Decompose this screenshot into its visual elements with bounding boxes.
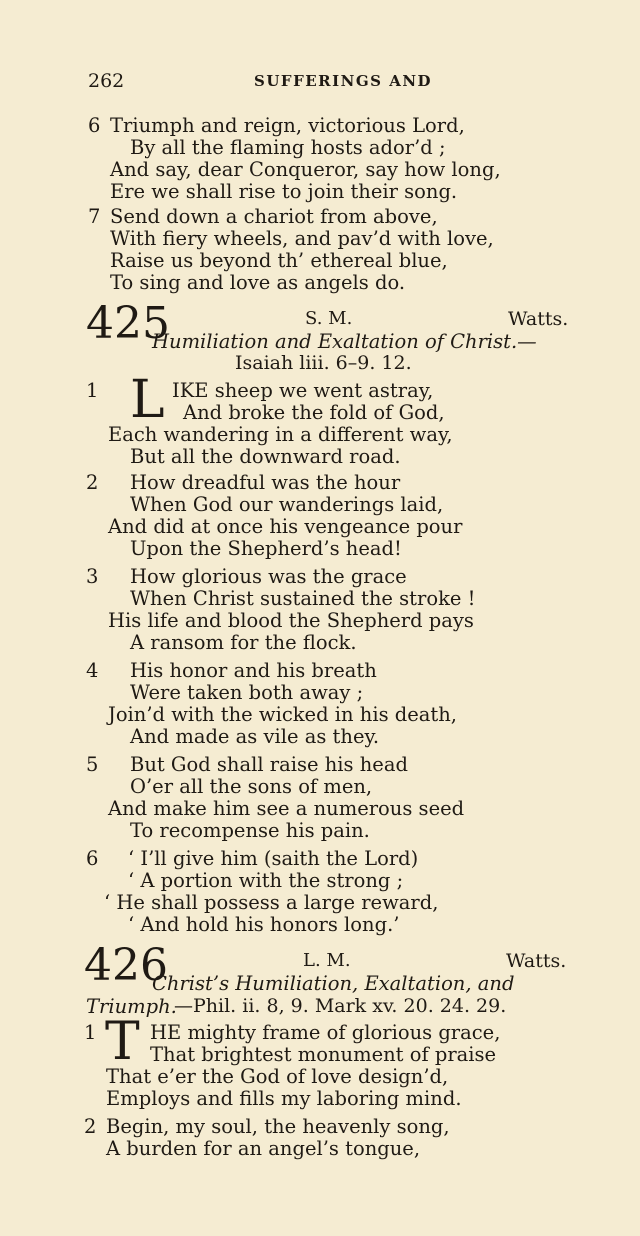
- page-number: 262: [88, 70, 125, 92]
- verse-line: ‘ A portion with the strong ;: [128, 869, 404, 892]
- stanza-number: 3: [86, 565, 99, 588]
- verse-line: ‘ He shall possess a large reward,: [104, 891, 439, 914]
- drop-cap: T: [105, 1012, 140, 1072]
- stanza-number: 7: [88, 205, 101, 228]
- verse-line: How dreadful was the hour: [130, 471, 401, 494]
- stanza-number: 1: [86, 379, 99, 402]
- verse-line: That e’er the God of love design’d,: [106, 1065, 449, 1088]
- stanza-number: 2: [84, 1115, 97, 1138]
- verse-line: How glorious was the grace: [130, 565, 407, 588]
- verse-line: But all the downward road.: [130, 445, 401, 468]
- hymn-author: Watts.: [508, 308, 569, 330]
- verse-line: Begin, my soul, the heavenly song,: [106, 1115, 450, 1138]
- hymn-meter: S. M.: [305, 308, 353, 329]
- verse-line: A burden for an angel’s tongue,: [106, 1137, 421, 1160]
- drop-cap: L: [130, 370, 165, 430]
- stanza-number: 2: [86, 471, 99, 494]
- verse-line: A ransom for the flock.: [130, 631, 357, 654]
- verse-line: By all the flaming hosts ador’d ;: [130, 136, 446, 159]
- verse-line: With fiery wheels, and pav’d with love,: [110, 227, 494, 250]
- verse-line: Employs and fills my laboring mind.: [106, 1087, 462, 1110]
- verse-line: When God our wanderings laid,: [130, 493, 444, 516]
- verse-line: To sing and love as angels do.: [110, 271, 406, 294]
- stanza-number: 5: [86, 753, 99, 776]
- verse-line: Upon the Shepherd’s head!: [130, 537, 402, 560]
- verse-line: Join’d with the wicked in his death,: [108, 703, 458, 726]
- verse-line: His honor and his breath: [130, 659, 377, 682]
- verse-line: Ere we shall rise to join their song.: [110, 180, 458, 203]
- hymn-number: 426: [84, 940, 168, 991]
- hymn-number: 425: [86, 298, 170, 349]
- scripture-reference: Isaiah liii. 6–9. 12.: [235, 352, 412, 374]
- verse-line: And made as vile as they.: [130, 725, 380, 748]
- verse-line: And say, dear Conqueror, say how long,: [110, 158, 501, 181]
- verse-line: O’er all the sons of men,: [130, 775, 373, 798]
- verse-line: His life and blood the Shepherd pays: [108, 609, 474, 632]
- stanza-number: 4: [86, 659, 99, 682]
- verse-line: ‘ And hold his honors long.’: [128, 913, 400, 936]
- verse-line: And make him see a numerous seed: [108, 797, 465, 820]
- verse-line: Send down a chariot from above,: [110, 205, 438, 228]
- verse-line: When Christ sustained the stroke !: [130, 587, 476, 610]
- verse-line: HE mighty frame of glorious grace,: [150, 1021, 501, 1044]
- stanza-number: 6: [86, 847, 99, 870]
- hymn-subject-continued: Triumph.: [86, 995, 177, 1018]
- hymn-subject: Humiliation and Exaltation of Christ.—: [152, 330, 537, 353]
- verse-line: Each wandering in a different way,: [108, 423, 453, 446]
- verse-line: Triumph and reign, victorious Lord,: [110, 114, 465, 137]
- hymn-meter: L. M.: [303, 950, 351, 971]
- verse-line: And did at once his vengeance pour: [108, 515, 463, 538]
- verse-line: Were taken both away ;: [130, 681, 364, 704]
- verse-line: That brightest monument of praise: [150, 1043, 497, 1066]
- verse-line: And broke the fold of God,: [183, 401, 445, 424]
- stanza-number: 6: [88, 114, 101, 137]
- running-header: [88, 70, 588, 96]
- verse-line: ‘ I’ll give him (saith the Lord): [128, 847, 419, 870]
- verse-line: Raise us beyond th’ ethereal blue,: [110, 249, 448, 272]
- hymn-subject: Christ’s Humiliation, Exaltation, and: [152, 972, 515, 995]
- verse-line: IKE sheep we went astray,: [172, 379, 434, 402]
- verse-line: To recompense his pain.: [130, 819, 370, 842]
- scripture-reference: —Phil. ii. 8, 9. Mark xv. 20. 24. 29.: [174, 995, 507, 1017]
- section-title: SUFFERINGS AND: [254, 72, 433, 90]
- verse-line: But God shall raise his head: [130, 753, 408, 776]
- stanza-number: 1: [84, 1021, 97, 1044]
- hymn-author: Watts.: [506, 950, 567, 972]
